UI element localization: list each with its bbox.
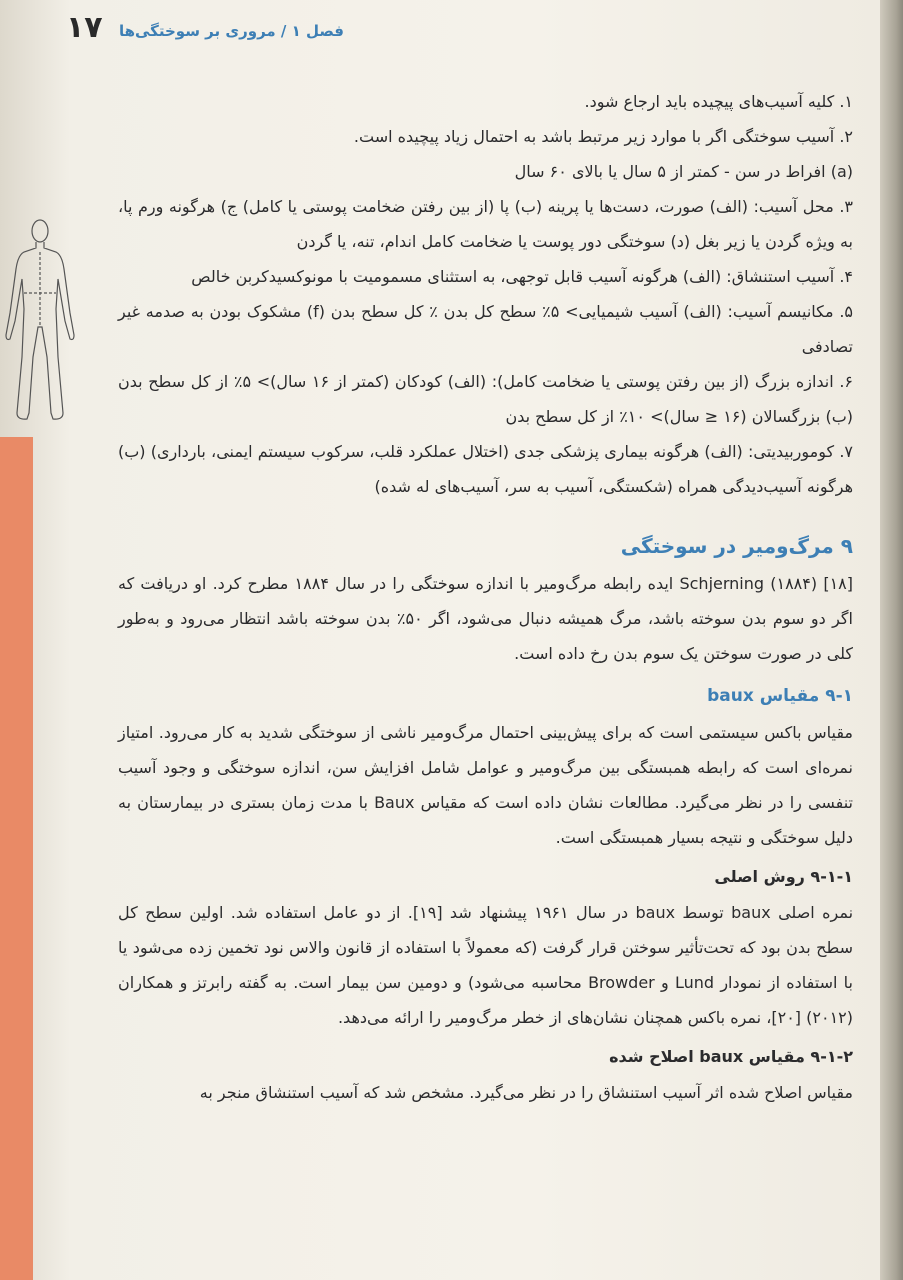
section-paragraph: Schjerning (۱۸۸۴) [۱۸] ایده رابطه مرگ‌ومیر با اندازه سوختگی را در سال ۱۸۸۴ مطرح کرد. او دریافت که اگر دو سوم بدن سوخته باشد، مرگ همیشه دنبال می‌شود، اگر ۵۰٪ بدن سوخته باشد انتظار می‌رود و به‌طور کلی در صورت سوختن یک سوم بدن رخ داده است. xyxy=(118,574,854,663)
page-number: ۱۷ xyxy=(66,10,103,45)
list-item: ۴. آسیب استنشاق: (الف) هرگونه آسیب قابل توجهی، به استثنای مسمومیت با مونوکسیدکربن خالص xyxy=(191,267,853,286)
section-heading-mortality: ۹ مرگ‌ومیر در سوختگی xyxy=(620,534,853,558)
chapter-tab-bar xyxy=(0,437,33,1280)
list-item: ۲. آسیب سوختگی اگر با موارد زیر مرتبط باشد به احتمال زیاد پیچیده است. xyxy=(353,127,853,146)
section-paragraph: مقیاس اصلاح شده اثر آسیب استنشاق را در نظر می‌گیرد. مشخص شد که آسیب استنشاق منجر به xyxy=(199,1083,853,1102)
body-figure-icon xyxy=(0,217,80,422)
list-item: ۳. محل آسیب: (الف) صورت، دست‌ها یا پرینه (ب) پا (از بین رفتن ضخامت پوستی یا کامل) ج) هرگونه ورم پا، به ویژه گردن یا زیر بغل (د) سوختگی دور پوست یا ضخامت کامل اندام، تنه، یا گردن xyxy=(118,197,853,251)
page-body xyxy=(118,84,853,1110)
section-paragraph: مقیاس باکس سیستمی است که برای پیش‌بینی احتمال مرگ‌ومیر ناشی از سوختگی شدید به کار می‌رود. امتیاز نمره‌ای است که رابطه همبستگی بین مرگ‌ومیر و عوامل شامل افزایش سن، اندازه سوختگی و وجود آسیب تنفسی را در نظر می‌گیرد. مطالعات نشان داده است که مقیاس Baux با مدت زمان بستری در بیمارستان به دلیل سوختگی و نتیجه بسیار همبستگی است. xyxy=(118,723,854,847)
page-header xyxy=(0,10,880,54)
section-paragraph: نمره اصلی baux توسط baux در سال ۱۹۶۱ پیشنهاد شد [۱۹]. از دو عامل استفاده شد. اولین سطح کل سطح بدن بود که تحت‌تأثیر سوختن قرار گرفت (که معمولاً با استفاده از قانون والاس نود تخمین زده می‌شود یا با استفاده از نمودار Lund و Browder محاسبه می‌شود) و دومین سن بیمار است. به گفته رابرتز و همکاران (۲۰۱۲) [۲۰]، نمره باکس همچنان نشان‌های از خطر مرگ‌ومیر را ارائه می‌دهد. xyxy=(118,903,854,1027)
complex-burn-criteria-list xyxy=(118,84,853,504)
list-item: ۶. اندازه بزرگ (از بین رفتن پوستی یا ضخامت کامل): (الف) کودکان (کمتر از ۱۶ سال)> ۵٪ از کل سطح بدن (ب) بزرگسالان (۱۶ ≤ سال)> ۱۰٪ از کل سطح بدن xyxy=(118,372,853,426)
list-item: ۵. مکانیسم آسیب: (الف) آسیب شیمیایی> ۵٪ سطح کل بدن ٪ کل سطح بدن (f) مشکوک بودن به صدمه غیر تصادفی xyxy=(118,302,853,356)
chapter-title: فصل ۱ / مروری بر سوختگی‌ها xyxy=(118,22,344,40)
subsection-heading-baux: ۹-۱ مقیاس baux xyxy=(707,686,853,706)
page-edge xyxy=(880,0,903,1280)
subsection-heading-modified-baux: ۹-۱-۲ مقیاس baux اصلاح شده xyxy=(609,1047,853,1066)
list-item: (a) افراط در سن - کمتر از ۵ سال یا بالای ۶۰ سال xyxy=(514,162,853,181)
list-item: ۱. کلیه آسیب‌های پیچیده باید ارجاع شود. xyxy=(584,92,853,111)
subsection-heading-original-method: ۹-۱-۱ روش اصلی xyxy=(714,867,853,886)
list-item: ۷. کوموربیدیتی: (الف) هرگونه بیماری پزشکی جدی (اختلال عملکرد قلب، سرکوب سیستم ایمنی، بارداری) (ب) هرگونه آسیب‌دیدگی همراه (شکستگی، آسیب به سر، آسیب‌های له شده) xyxy=(118,442,853,496)
